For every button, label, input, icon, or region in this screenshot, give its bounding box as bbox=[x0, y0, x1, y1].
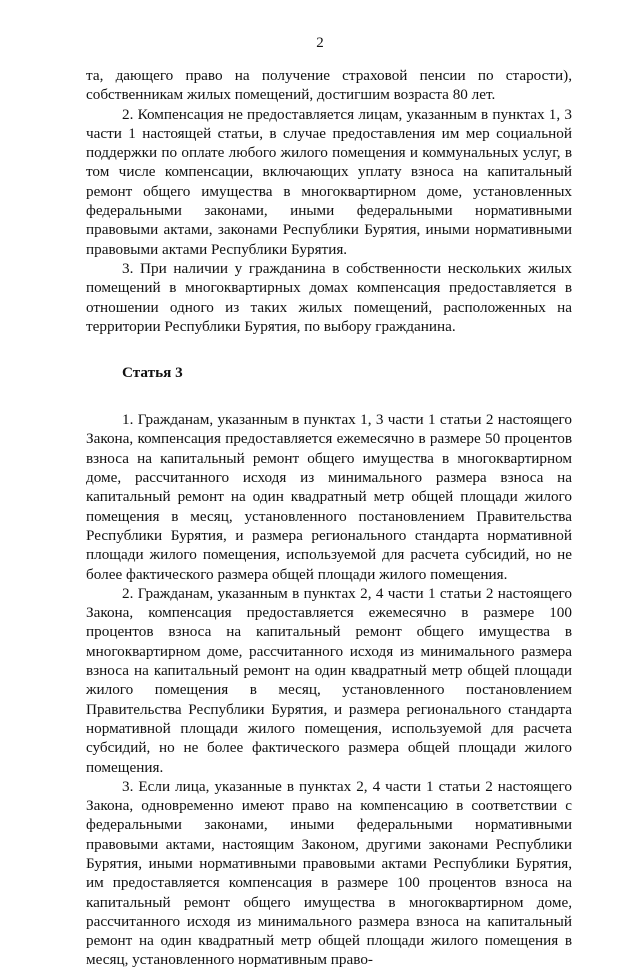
article3-paragraph-2: 2. Гражданам, указанным в пунктах 2, 4 части 1 статьи 2 настоящего Закона, компенсация предоставляется ежемесячно в размере 100 процентов взноса на капитальный ремонт общего имущества в многоквартирном доме, рассчитанного исходя из минимального размера взноса на капитальный ремонт на один квадратный метр общей площади жилого помещения в месяц, установленного постановлением Правительства Республики Бурятия, и размера регионального стандарта нормативной площади жилого помещения, используемой для расчета субсидий, но не более фактического размера общей площади жилого помещения. bbox=[86, 584, 572, 776]
article2-paragraph-3: 3. При наличии у гражданина в собственности нескольких жилых помещений в многоквартирных домах компенсация предоставляется в отношении одного из таких жилых помещений, расположенных на территории Республики Бурятия, по выбору гражданина. bbox=[86, 259, 572, 335]
page-number: 2 bbox=[316, 35, 324, 51]
article2-continuation: та, дающего право на получение страховой пенсии по старости), собственникам жилых помещений, достигшим возраста 80 лет. bbox=[86, 67, 572, 104]
article3-paragraph-1: 1. Гражданам, указанным в пунктах 1, 3 части 1 статьи 2 настоящего Закона, компенсация предоставляется ежемесячно в размере 50 процентов взноса на капитальный ремонт общего имущества в многоквартирном доме, рассчитанного исходя из минимального размера взноса на капитальный ремонт на один квадратный метр общей площади жилого помещения в месяц, установленного постановлением Правительства Республики Бурятия, и размера регионального стандарта нормативной площади жилого помещения, используемой для расчета субсидий, но не более фактического размера общей площади жилого помещения. bbox=[86, 411, 572, 583]
document-body bbox=[86, 66, 572, 970]
article2-paragraph-2: 2. Компенсация не предоставляется лицам, указанным в пунктах 1, 3 части 1 настоящей статьи, в случае предоставления им мер социальной поддержки по оплате любого жилого помещения и коммунальных услуг, в том числе компенсации, включающих уплату взноса на капитальный ремонт общего имущества в многоквартирном доме, установленных федеральными законами, иными федеральными нормативными правовыми актами, законами Республики Бурятия, иными нормативными правовыми актами Республики Бурятия. bbox=[86, 105, 572, 258]
article3-paragraph-3: 3. Если лица, указанные в пунктах 2, 4 части 1 статьи 2 настоящего Закона, одновременно имеют право на компенсацию в соответствии с федеральными законами, иными федеральными нормативными правовыми актами, настоящим Законом, другими законами Республики Бурятия, иными нормативными правовыми актами Республики Бурятия, им предоставляется компенсация в размере 100 процентов взноса на капитальный ремонт общего имущества в многоквартирном доме, рассчитанного исходя из минимального размера взноса на капитальный ремонт на один квадратный метр общей площади жилого помещения в месяц, установленного нормативным право- bbox=[86, 777, 572, 969]
article3-heading: Статья 3 bbox=[122, 364, 183, 382]
